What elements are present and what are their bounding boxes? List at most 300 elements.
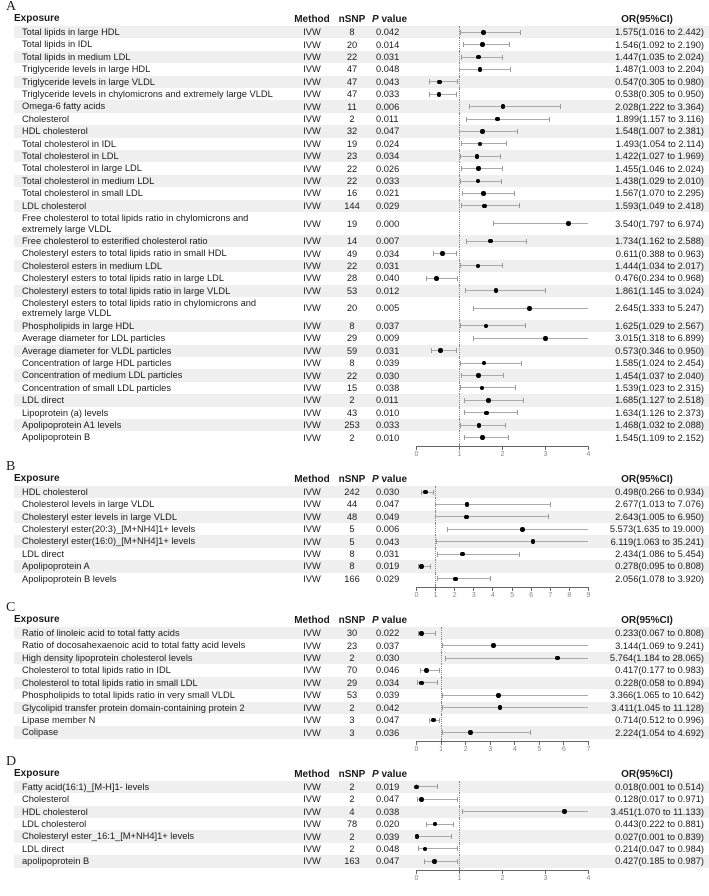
- pvalue-cell: 0.039: [376, 358, 400, 369]
- column-header-pvalue: P value: [372, 615, 408, 627]
- method-cell: IVW: [303, 653, 321, 664]
- forest-plot-cell: [414, 285, 590, 297]
- axis-tick: [502, 870, 503, 874]
- axis-tick-label: 1: [457, 874, 462, 882]
- forest-plot-cell: [414, 806, 590, 818]
- panel-label-d: D: [6, 753, 17, 769]
- forest-plot-cell: [414, 26, 590, 38]
- axis-tick-label: 0: [414, 745, 419, 753]
- or-cell: 2.056(1.078 to 3.920): [615, 573, 704, 584]
- forest-plot-cell: [414, 689, 590, 701]
- exposure-cell: Cholesterol: [22, 113, 70, 124]
- point-marker: [438, 348, 443, 353]
- method-cell: IVW: [303, 781, 321, 792]
- ci-line: [442, 695, 588, 696]
- or-cell: 0.214(0.047 to 0.984): [615, 843, 704, 854]
- method-cell: IVW: [303, 561, 321, 572]
- or-cell: 0.018(0.001 to 0.514): [615, 781, 704, 792]
- ci-line: [473, 338, 588, 339]
- forest-plot-cell: [414, 573, 590, 585]
- or-cell: 3.015(1.318 to 6.899): [615, 333, 704, 344]
- axis-tick-label: 6: [529, 592, 534, 600]
- nsnp-cell: 14: [346, 236, 358, 247]
- forest-plot-cell: [414, 260, 590, 272]
- ci-cap-right: [457, 859, 458, 864]
- method-cell: IVW: [303, 524, 321, 535]
- point-marker: [423, 847, 428, 852]
- table-row: [14, 498, 709, 510]
- ci-cap-left: [461, 141, 462, 146]
- method-cell: IVW: [303, 628, 321, 639]
- ci-cap-right: [515, 385, 516, 390]
- ci-cap-left: [436, 539, 437, 544]
- table-row: [14, 806, 709, 818]
- or-cell: 1.634(1.126 to 2.373): [615, 407, 704, 418]
- ci-cap-right: [457, 846, 458, 851]
- ci-cap-left: [437, 552, 438, 557]
- pvalue-cell: 0.038: [376, 806, 400, 817]
- axis-tick-label: 4: [512, 745, 517, 753]
- pvalue-cell: 0.048: [376, 843, 400, 854]
- ci-cap-right: [510, 67, 511, 72]
- pvalue-cell: 0.029: [376, 573, 400, 584]
- table-row: [14, 702, 709, 714]
- ci-cap-left: [465, 288, 466, 293]
- axis-tick: [512, 587, 513, 591]
- exposure-cell: Total cholesterol in medium LDL: [22, 175, 155, 186]
- ci-line: [460, 32, 521, 33]
- ci-line: [463, 44, 510, 45]
- pvalue-cell: 0.014: [376, 39, 400, 50]
- method-cell: IVW: [303, 333, 321, 344]
- column-header-exposure: Exposure: [14, 614, 60, 626]
- forest-plot-cell: [414, 100, 590, 112]
- ci-line: [461, 57, 504, 58]
- ci-cap-left: [459, 67, 460, 72]
- table-row: [14, 369, 709, 381]
- pvalue-cell: 0.005: [376, 303, 400, 314]
- or-cell: 2.224(1.054 to 4.692): [615, 727, 704, 738]
- pvalue-cell: 0.010: [376, 407, 400, 418]
- point-marker: [543, 336, 548, 341]
- reference-line: [441, 714, 442, 726]
- method-cell: IVW: [303, 89, 321, 100]
- method-cell: IVW: [303, 727, 321, 738]
- forest-plot-cell: [414, 272, 590, 284]
- table-row: [14, 855, 709, 867]
- point-marker: [478, 142, 483, 147]
- column-header-nsnp: nSNP: [338, 14, 366, 25]
- exposure-cell: HDL cholesterol: [22, 126, 88, 137]
- ci-cap-left: [460, 154, 461, 159]
- forest-plot-cell: [414, 382, 590, 394]
- method-cell: IVW: [303, 303, 321, 314]
- axis-tick: [550, 587, 551, 591]
- pvalue-cell: 0.031: [376, 52, 400, 63]
- axis-tick: [490, 741, 491, 745]
- exposure-cell: Cholesteryl ester_16:1_[M+NH4]1+ levels: [22, 831, 195, 842]
- axis-tick: [416, 870, 417, 874]
- table-row: [14, 627, 709, 639]
- axis-tick: [563, 741, 564, 745]
- ci-line: [437, 578, 491, 579]
- pvalue-cell: 0.031: [376, 345, 400, 356]
- exposure-cell: Cholesteryl ester(16:0)_[M+NH4]1+ levels: [22, 536, 196, 547]
- pvalue-cell: 0.012: [376, 285, 400, 296]
- axis-tick-label: 3: [488, 745, 493, 753]
- nsnp-cell: 22: [346, 163, 358, 174]
- table-row: [14, 793, 709, 805]
- point-marker: [520, 527, 525, 532]
- point-marker: [432, 859, 437, 864]
- or-cell: 1.545(1.109 to 2.152): [615, 432, 704, 443]
- column-header-method: Method: [294, 473, 330, 485]
- point-marker: [562, 809, 567, 814]
- ci-cap-right: [502, 166, 503, 171]
- forest-plot-cell: [414, 125, 590, 137]
- ci-cap-left: [429, 79, 430, 84]
- method-cell: IVW: [303, 218, 321, 229]
- method-cell: IVW: [303, 370, 321, 381]
- reference-line: [459, 818, 460, 830]
- or-cell: 1.593(1.049 to 2.418): [615, 200, 704, 211]
- point-marker: [486, 398, 491, 403]
- pvalue-cell: 0.042: [376, 27, 400, 38]
- nsnp-cell: 2: [349, 702, 355, 713]
- ci-cap-right: [490, 576, 491, 581]
- exposure-cell: Free cholesterol to esterified cholesterol ratio: [22, 235, 208, 246]
- table-row: [14, 714, 709, 726]
- ci-line: [459, 131, 518, 132]
- ci-cap-left: [442, 643, 443, 648]
- point-marker: [482, 361, 487, 366]
- forest-plot-cell: [414, 76, 590, 88]
- method-cell: IVW: [303, 101, 321, 112]
- forest-plot-cell: [414, 394, 590, 406]
- axis-tick: [454, 587, 455, 591]
- ci-line: [426, 824, 454, 825]
- or-cell: 1.734(1.162 to 2.588): [615, 236, 704, 247]
- pvalue-cell: 0.033: [376, 420, 400, 431]
- axis-tick: [588, 741, 589, 745]
- method-cell: IVW: [303, 511, 321, 522]
- point-marker: [477, 423, 482, 428]
- column-header-nsnp: nSNP: [338, 473, 366, 485]
- table-row: [14, 677, 709, 689]
- nsnp-cell: 53: [346, 690, 358, 701]
- ci-line: [461, 375, 504, 376]
- nsnp-cell: 11: [347, 101, 357, 112]
- column-header-or: OR(95%CI): [621, 14, 673, 25]
- or-cell: 0.417(0.177 to 0.983): [615, 665, 704, 676]
- method-cell: IVW: [303, 138, 321, 149]
- or-cell: 1.447(1.035 to 2.024): [615, 52, 704, 63]
- pvalue-cell: 0.037: [376, 640, 400, 651]
- exposure-cell: Concentration of medium LDL particles: [22, 370, 183, 381]
- ci-cap-left: [473, 336, 474, 341]
- column-header-method: Method: [294, 768, 330, 780]
- forest-plot-cell: [414, 726, 590, 738]
- point-marker: [527, 306, 532, 311]
- pvalue-cell: 0.022: [376, 628, 400, 639]
- pvalue-cell: 0.021: [376, 188, 400, 199]
- exposure-cell: Glycolipid transfer protein domain-containing protein 2: [22, 702, 245, 713]
- panel-b: [0, 460, 709, 601]
- forest-plot-cell: [414, 345, 590, 357]
- exposure-cell: Cholesterol to total lipids ratio in IDL: [22, 665, 171, 676]
- nsnp-cell: 2: [349, 831, 355, 842]
- reference-line: [459, 407, 460, 419]
- reference-line: [459, 345, 460, 357]
- or-cell: 0.027(0.001 to 0.839): [615, 831, 704, 842]
- column-header-or: OR(95%CI): [621, 473, 673, 485]
- nsnp-cell: 2: [349, 794, 355, 805]
- ci-line: [460, 425, 505, 426]
- exposure-cell: LDL direct: [22, 395, 65, 406]
- point-marker: [496, 693, 501, 698]
- table-row: [14, 76, 709, 88]
- nsnp-cell: 22: [346, 260, 358, 271]
- nsnp-cell: 8: [349, 320, 355, 331]
- or-cell: 1.422(1.027 to 1.969): [615, 151, 704, 162]
- ci-cap-left: [469, 104, 470, 109]
- table-row: [14, 150, 709, 162]
- pvalue-cell: 0.029: [376, 200, 400, 211]
- point-marker: [468, 730, 473, 735]
- nsnp-cell: 47: [346, 76, 358, 87]
- pvalue-cell: 0.031: [376, 260, 400, 271]
- reference-line: [459, 806, 460, 818]
- exposure-cell: Total cholesterol in LDL: [22, 151, 119, 162]
- nsnp-cell: 22: [346, 52, 358, 63]
- column-header-pvalue: P value: [372, 14, 408, 25]
- point-marker: [476, 373, 481, 378]
- method-cell: IVW: [303, 236, 321, 247]
- exposure-cell: Total cholesterol in large LDL: [22, 163, 142, 174]
- ci-cap-left: [463, 42, 464, 47]
- table-row: [14, 431, 709, 443]
- or-cell: 0.714(0.512 to 0.996): [615, 715, 704, 726]
- column-header-method: Method: [294, 615, 330, 627]
- ci-line: [426, 278, 458, 279]
- method-cell: IVW: [303, 715, 321, 726]
- table-row: [14, 38, 709, 50]
- ci-line: [464, 400, 524, 401]
- ci-cap-left: [462, 191, 463, 196]
- point-marker: [480, 129, 485, 134]
- reference-line: [459, 200, 460, 212]
- axis-tick: [492, 587, 493, 591]
- table-row: [14, 100, 709, 112]
- axis-tick: [459, 446, 460, 450]
- ci-line: [469, 106, 561, 107]
- ci-line: [429, 94, 457, 95]
- panel-label-b: B: [6, 458, 16, 474]
- reference-line: [459, 793, 460, 805]
- ci-cap-left: [445, 656, 446, 661]
- or-cell: 1.625(1.029 to 2.567): [615, 320, 704, 331]
- point-marker: [423, 490, 428, 495]
- method-cell: IVW: [303, 856, 321, 867]
- table-row: [14, 51, 709, 63]
- axis-tick: [473, 587, 474, 591]
- x-axis: [414, 739, 590, 755]
- exposure-cell: Apolipoprotein B: [22, 432, 91, 443]
- method-cell: IVW: [303, 794, 321, 805]
- point-marker: [476, 166, 481, 171]
- ci-cap-right: [451, 834, 452, 839]
- axis-tick: [416, 446, 417, 450]
- table-row: [14, 113, 709, 125]
- table-row: [14, 162, 709, 174]
- method-cell: IVW: [303, 320, 321, 331]
- ci-cap-left: [417, 680, 418, 685]
- column-header-plot-spacer: [414, 13, 590, 26]
- pvalue-cell: 0.046: [376, 665, 400, 676]
- point-marker: [419, 681, 424, 686]
- forest-plot-cell: [414, 357, 590, 369]
- ci-cap-right: [430, 564, 431, 569]
- nsnp-cell: 2: [349, 653, 355, 664]
- forest-plot-cell: [414, 486, 590, 498]
- axis-tick-label: 0: [414, 592, 419, 600]
- table-row: [14, 830, 709, 842]
- ci-line: [465, 290, 546, 291]
- or-cell: 0.611(0.388 to 0.963): [615, 248, 704, 259]
- point-marker: [480, 386, 485, 391]
- pvalue-cell: 0.030: [376, 487, 400, 498]
- panel-rows: [0, 26, 709, 444]
- ci-line: [464, 412, 518, 413]
- forest-plot-cell: [414, 664, 590, 676]
- axis-tick-label: 4: [490, 592, 495, 600]
- point-marker: [531, 539, 536, 544]
- reference-line: [459, 394, 460, 406]
- forest-plot-cell: [414, 639, 590, 651]
- ci-line: [442, 732, 531, 733]
- nsnp-cell: 30: [346, 628, 358, 639]
- axis-tick-label: 2: [500, 450, 505, 458]
- reference-line: [435, 486, 436, 498]
- point-marker: [488, 239, 493, 244]
- ci-cap-left: [464, 410, 465, 415]
- pvalue-cell: 0.024: [376, 138, 400, 149]
- exposure-cell: Average diameter for VLDL particles: [22, 345, 172, 356]
- table-row: [14, 125, 709, 137]
- ci-cap-right: [505, 423, 506, 428]
- point-marker: [494, 288, 499, 293]
- point-marker: [478, 67, 483, 72]
- method-cell: IVW: [303, 806, 321, 817]
- forest-plot-cell: [414, 200, 590, 212]
- pvalue-cell: 0.039: [376, 690, 400, 701]
- forest-plot-cell: [414, 38, 590, 50]
- table-row: [14, 548, 709, 560]
- or-cell: 2.028(1.222 to 3.364): [615, 101, 704, 112]
- axis-tick: [416, 587, 417, 591]
- method-cell: IVW: [303, 432, 321, 443]
- exposure-cell: Cholesterol to total lipids ratio in small LDL: [22, 677, 198, 688]
- method-cell: IVW: [303, 114, 321, 125]
- ci-cap-left: [460, 361, 461, 366]
- method-cell: IVW: [303, 358, 321, 369]
- forest-plot-cell: [414, 162, 590, 174]
- or-cell: 0.538(0.305 to 0.950): [615, 89, 704, 100]
- nsnp-cell: 20: [346, 39, 358, 50]
- nsnp-cell: 2: [349, 395, 355, 406]
- ci-cap-right: [439, 718, 440, 723]
- point-marker: [460, 552, 465, 557]
- axis-tick: [514, 741, 515, 745]
- axis-row: [14, 739, 709, 755]
- ci-cap-left: [447, 527, 448, 532]
- or-cell: 3.451(1.070 to 11.133): [610, 806, 704, 817]
- ci-cap-left: [462, 809, 463, 814]
- or-cell: 1.567(1.070 to 2.295): [615, 188, 704, 199]
- forest-plot-cell: [414, 523, 590, 535]
- table-row: [14, 486, 709, 498]
- table-row: [14, 818, 709, 830]
- table-row: [14, 212, 709, 235]
- ci-line: [460, 363, 521, 364]
- exposure-cell: Total lipids in medium LDL: [22, 51, 131, 62]
- reference-line: [459, 235, 460, 247]
- ci-cap-left: [461, 55, 462, 60]
- ci-cap-right: [500, 154, 501, 159]
- exposure-cell: Lipase member N: [22, 714, 96, 725]
- ci-line: [429, 81, 458, 82]
- table-row: [14, 652, 709, 664]
- exposure-cell: Apolipoprotein B levels: [22, 573, 117, 584]
- ci-cap-left: [417, 797, 418, 802]
- nsnp-cell: 166: [344, 573, 360, 584]
- table-row: [14, 272, 709, 284]
- panel-rows: [0, 627, 709, 739]
- method-cell: IVW: [303, 420, 321, 431]
- forest-plot-cell: [414, 702, 590, 714]
- reference-line: [459, 843, 460, 855]
- pvalue-cell: 0.030: [376, 653, 400, 664]
- or-cell: 0.498(0.266 to 0.934): [615, 487, 704, 498]
- exposure-cell: Cholesteryl ester levels in large VLDL: [22, 511, 178, 522]
- pvalue-cell: 0.020: [376, 819, 400, 830]
- column-header-plot-spacer: [414, 473, 590, 486]
- exposure-cell: Cholesteryl esters to total lipids ratio in chylomicrons and extremely large VLDL: [22, 297, 257, 319]
- forest-plot-cell: [414, 627, 590, 639]
- table-row: [14, 689, 709, 701]
- ci-line: [416, 786, 438, 787]
- forest-plot-cell: [414, 498, 590, 510]
- pvalue-cell: 0.011: [376, 114, 399, 125]
- ci-cap-right: [437, 680, 438, 685]
- point-marker: [498, 705, 503, 710]
- exposure-cell: LDL direct: [22, 843, 65, 854]
- nsnp-cell: 19: [346, 138, 358, 149]
- point-marker: [434, 276, 439, 281]
- reference-line: [441, 652, 442, 664]
- ci-cap-right: [439, 668, 440, 673]
- ci-cap-right: [453, 822, 454, 827]
- axis-tick-label: 5: [537, 745, 542, 753]
- point-marker: [437, 80, 442, 85]
- ci-cap-left: [420, 668, 421, 673]
- method-cell: IVW: [303, 536, 321, 547]
- ci-line: [464, 437, 509, 438]
- forest-plot-cell: [414, 175, 590, 187]
- reference-line: [459, 272, 460, 284]
- ci-cap-right: [523, 398, 524, 403]
- table-row: [14, 285, 709, 297]
